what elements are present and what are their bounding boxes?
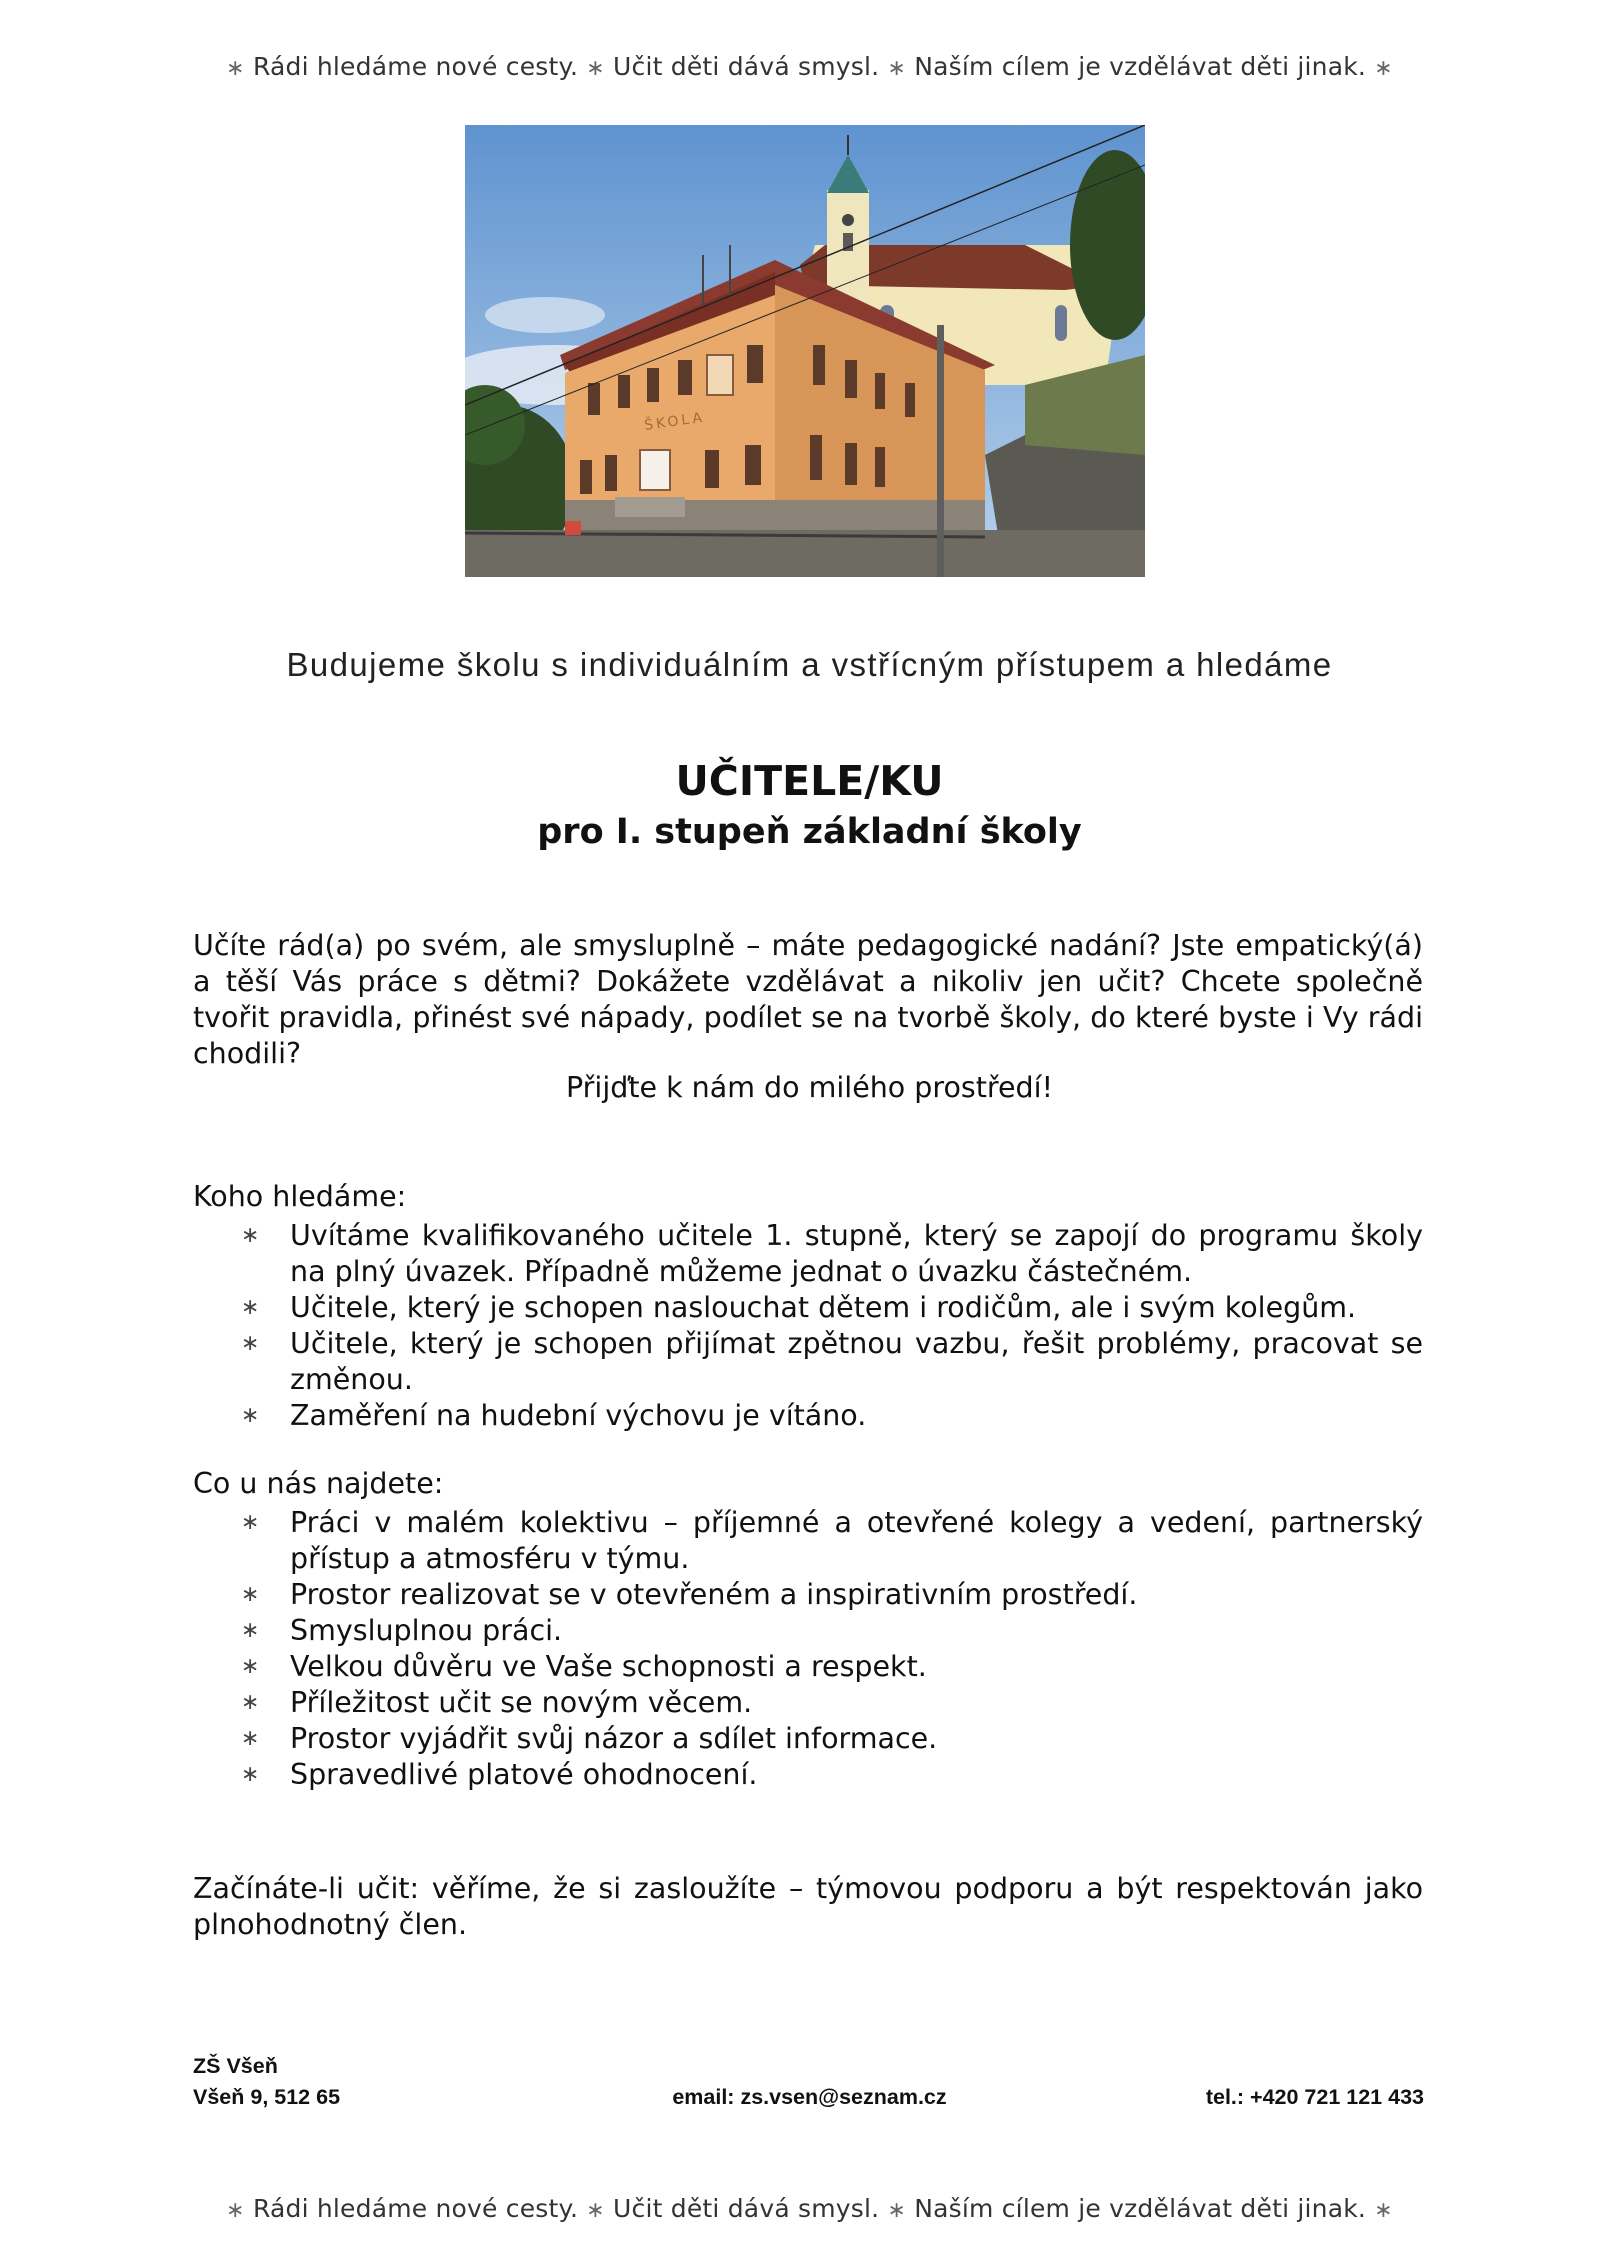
closing-paragraph: Začínáte-li učit: věříme, že si zasloužíte – týmovou podporu a být respektován jako plnohodnotný člen. (193, 1872, 1423, 1941)
window (580, 460, 592, 494)
window (875, 373, 885, 409)
list-item-text: Učitele, který je schopen naslouchat dětem i rodičům, ale i svým kolegům. (290, 1291, 1357, 1324)
list-item (193, 1685, 1423, 1721)
list-item (193, 1757, 1423, 1793)
star-icon: ∗ (887, 56, 907, 81)
asterisk-bullet-icon: ∗ (241, 1618, 260, 1643)
footer-phone: tel.: +420 721 121 433 (1205, 2085, 1424, 2109)
church-clock (842, 214, 854, 226)
star-icon: ∗ (226, 56, 245, 81)
seeking-list (193, 1218, 1423, 1434)
window (705, 450, 719, 488)
intro-paragraph: Učíte rád(a) po svém, ale smysluplně – máte pedagogické nadání? Jste empatický(á) a těší Vás práce s dětmi? Dokážete vzdělávat a nikoliv jen učit? Chcete společně tvořit pravidla, přinést své nápady, podílet se na tvorbě školy, do které byste i Vy rádi chodili? (193, 929, 1423, 1070)
window (678, 360, 692, 395)
window (618, 375, 630, 408)
asterisk-bullet-icon: ∗ (241, 1654, 260, 1679)
entrance-window (640, 450, 670, 490)
list-item (193, 1290, 1423, 1326)
tagline-part-1: Rádi hledáme nové cesty. (252, 2194, 579, 2223)
seeking-heading: Koho hledáme: (193, 1180, 407, 1213)
list-item (193, 1218, 1423, 1290)
list-item (193, 1649, 1423, 1685)
window (747, 345, 763, 383)
offer-list (193, 1505, 1423, 1793)
list-item-text: Smysluplnou práci. (290, 1614, 563, 1647)
school-photo (465, 125, 1145, 577)
asterisk-bullet-icon: ∗ (241, 1295, 260, 1320)
window (845, 360, 857, 398)
red-sign (565, 521, 581, 535)
list-item (193, 1505, 1423, 1577)
list-item-text: Práci v malém kolektivu – příjemné a otevřené kolegy a vedení, partnerský přístup a atmosféru v týmu. (290, 1506, 1423, 1575)
asterisk-bullet-icon: ∗ (241, 1582, 260, 1607)
list-item-text: Zaměření na hudební výchovu je vítáno. (290, 1399, 867, 1432)
footer-email: email: zs.vsen@seznam.cz (672, 2085, 947, 2109)
list-item-text: Velkou důvěru ve Vaše schopnosti a respekt. (290, 1650, 927, 1683)
star-icon: ∗ (1374, 56, 1393, 81)
call-to-action: Přijďte k nám do milého prostředí! (566, 1071, 1053, 1104)
tagline-part-2: Učit děti dává smysl. (613, 2194, 880, 2223)
window (813, 345, 825, 385)
stairs (615, 497, 685, 517)
window (647, 368, 659, 402)
list-item (193, 1613, 1423, 1649)
asterisk-bullet-icon: ∗ (241, 1510, 260, 1535)
asterisk-bullet-icon: ∗ (241, 1403, 260, 1428)
page-subtitle: pro I. stupeň základní školy (537, 812, 1082, 852)
tagline-part-2: Učit děti dává smysl. (613, 52, 880, 81)
list-item (193, 1721, 1423, 1757)
tagline-top (0, 52, 1619, 81)
footer-address: Všeň 9, 512 65 (193, 2085, 341, 2109)
tagline-part-3: Naším cílem je vzdělávat děti jinak. (914, 2194, 1367, 2223)
window (845, 443, 857, 485)
tagline-part-1: Rádi hledáme nové cesty. (252, 52, 579, 81)
window (875, 447, 885, 487)
list-item-text: Spravedlivé platové ohodnocení. (290, 1758, 758, 1791)
lead-text: Budujeme školu s individuálním a vstřícným přístupem a hledáme (286, 646, 1333, 683)
window (605, 455, 617, 491)
list-item-text: Prostor vyjádřit svůj názor a sdílet informace. (290, 1722, 938, 1755)
star-icon: ∗ (1374, 2198, 1393, 2223)
asterisk-bullet-icon: ∗ (241, 1690, 260, 1715)
star-icon: ∗ (586, 56, 605, 81)
window (810, 435, 822, 480)
window (905, 383, 915, 417)
window (588, 383, 600, 415)
page-title: UČITELE/KU (675, 757, 944, 805)
offer-heading: Co u nás najdete: (193, 1467, 444, 1500)
asterisk-bullet-icon: ∗ (241, 1726, 260, 1751)
star-icon: ∗ (586, 2198, 605, 2223)
asterisk-bullet-icon: ∗ (241, 1762, 260, 1787)
tagline-part-3: Naším cílem je vzdělávat děti jinak. (914, 52, 1367, 81)
list-item-text: Uvítáme kvalifikovaného učitele 1. stupně, který se zapojí do programu školy na plný úvazek. Případně můžeme jednat o úvazku částečném. (290, 1219, 1423, 1288)
asterisk-bullet-icon: ∗ (241, 1223, 260, 1248)
list-item-text: Učitele, který je schopen přijímat zpětnou vazbu, řešit problémy, pracovat se změnou. (290, 1327, 1423, 1396)
list-item (193, 1577, 1423, 1613)
list-item-text: Prostor realizovat se v otevřeném a inspirativním prostředí. (290, 1578, 1138, 1611)
asterisk-bullet-icon: ∗ (241, 1331, 260, 1356)
cloud (485, 297, 605, 333)
star-icon: ∗ (226, 2198, 245, 2223)
school-sign: ŠKOLA (643, 409, 706, 434)
list-item (193, 1398, 1423, 1434)
tagline-bottom (0, 2194, 1619, 2223)
power-pole (937, 325, 944, 577)
list-item (193, 1326, 1423, 1398)
list-item-text: Příležitost učit se novým věcem. (290, 1686, 753, 1719)
star-icon: ∗ (887, 2198, 907, 2223)
window (745, 445, 761, 485)
window (707, 355, 733, 395)
footer-school-name: ZŠ Všeň (193, 2054, 278, 2078)
church-window (1055, 305, 1067, 341)
